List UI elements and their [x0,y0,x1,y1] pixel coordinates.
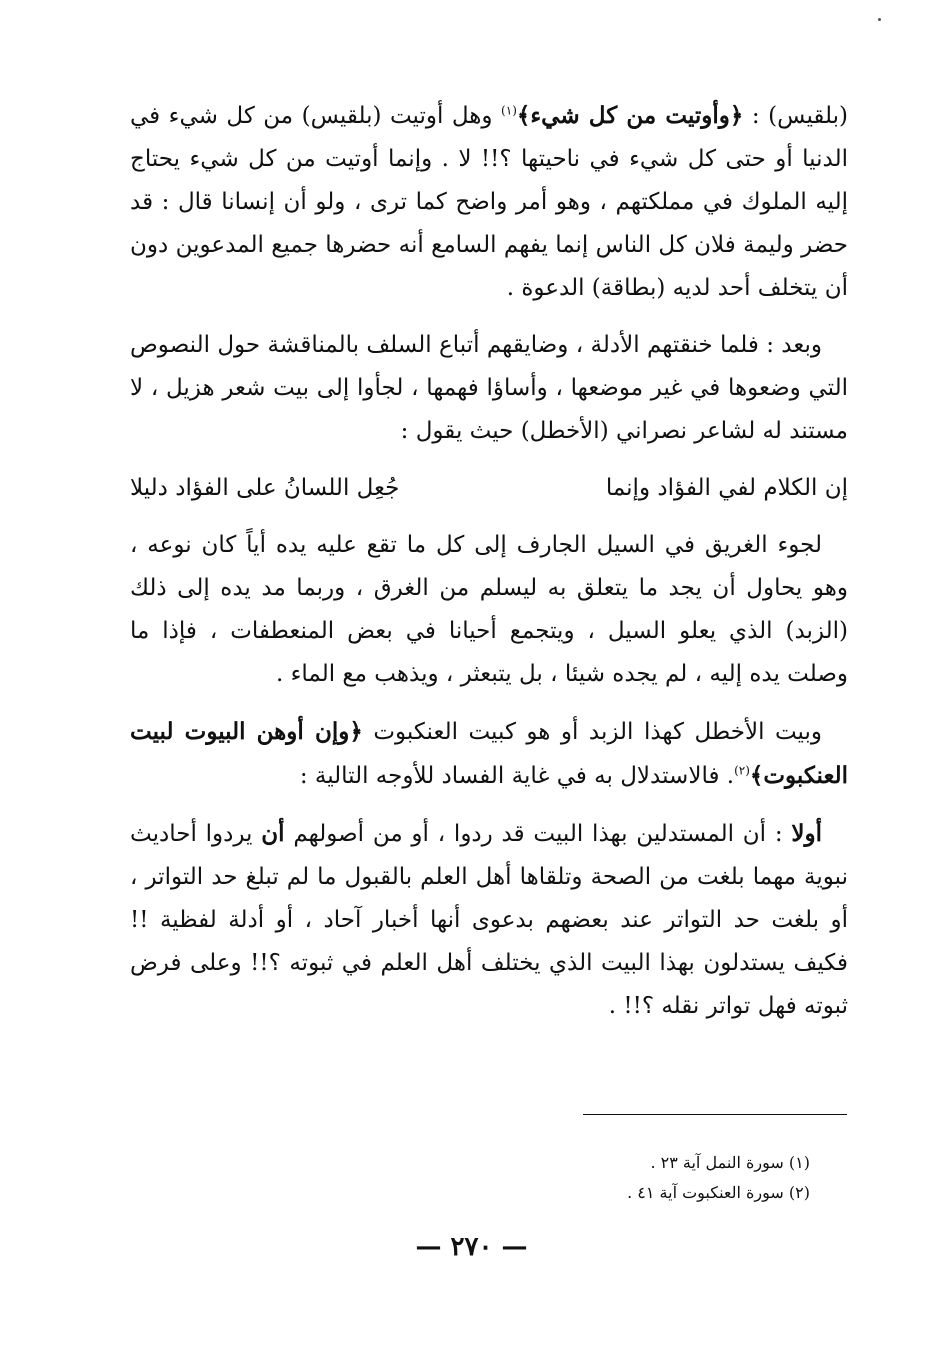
point-first-label: أولا [791,820,823,847]
page-number: — ٢٧٠ — [415,1232,528,1262]
p4-text-a: وبيت الأخطل كهذا الزبد أو هو كبيت العنكبوت [362,719,822,745]
poetry-verse [130,467,848,510]
main-text [130,94,848,1042]
p1-text-a: (بلقيس) : [743,103,849,129]
p1-text-b: وهل أوتيت (بلقيس) من كل شيء في الدنيا أو حتى كل شيء في ناحيتها ؟!! لا . وإنما أوتيت من كل شيء يحتاج إليه الملوك في مملكتهم ، وهو أمر واضح كما ترى ، ولو أن إنسانا قال : قد حضر وليمة فلان كل الناس إنما يفهم السامع أنه حضرها جميع المدعوين دون أن يتخلف أحد لديه (بطاقة) الدعوة . [130,103,848,301]
p5-emphasis: أن [261,820,285,847]
quran-quote-1: ﴿وأوتيت من كل شيء﴾ [516,102,744,129]
paragraph-3: لجوء الغريق في السيل الجارف إلى كل ما تقع عليه يده أياً كان نوعه ، وهو يحاول أن يجد ما يتعلق به ليسلم من الغرق ، وربما مد يده إلى ذلك (الزبد) الذي يعلو السيل ، ويتجمع أحيانا في بعض المنعطفات ، فإذا ما وصلت يده إليه ، لم يجده شيئا ، بل يتبعثر ، ويذهب مع الماء . [130,532,848,687]
footnote-ref-2: (٢) [734,763,750,778]
p5-text-b: يردوا أحاديث نبوية مهما بلغت من الصحة وتلقاها أهل العلم بالقبول ما لم تبلغ حد التواتر ، أو بلغت حد التواتر عند بعضهم بدعوى أنها أخبار آحاد ، أو أدلة لفظية !! فكيف يستدلون بهذا البيت الذي يختلف أهل العلم في ثبوته ؟!! وعلى فرض ثبوته فهل تواتر نقله ؟!! . [130,821,848,1019]
paragraph-4 [130,710,848,798]
p5-text-a: : أن المستدلين بهذا البيت قد ردوا ، أو من أصولهم [284,821,792,847]
paragraph-5 [130,812,848,1028]
paragraph-2: وبعد : فلما خنقتهم الأدلة ، وضايقهم أتباع السلف بالمناقشة حول النصوص التي وضعوها في غير موضعها ، وأساؤا فهمها ، لجأوا إلى بيت شعر هزيل ، لا مستند له لشاعر نصراني (الأخطل) حيث يقول : [130,332,848,444]
footnote-1: (١) سورة النمل آية ٢٣ . [650,1153,810,1172]
scan-speck [878,18,881,21]
verse-second-hemistich: جُعِل اللسانُ على الفؤاد دليلا [130,475,400,501]
footnotes [500,1148,810,1208]
footnote-ref-1: (١) [501,103,517,118]
paragraph-1 [130,94,848,310]
footnote-divider [583,1114,847,1115]
quran-quote-2: ﴿وإن أوهن البيوت لبيت العنكبوت﴾ [130,718,848,789]
p4-text-b: . فالاستدلال به في غاية الفساد للأوجه التالية : [299,763,735,789]
verse-first-hemistich: إن الكلام لفي الفؤاد وإنما [605,475,848,501]
footnote-2: (٢) سورة العنكبوت آية ٤١ . [627,1183,810,1202]
